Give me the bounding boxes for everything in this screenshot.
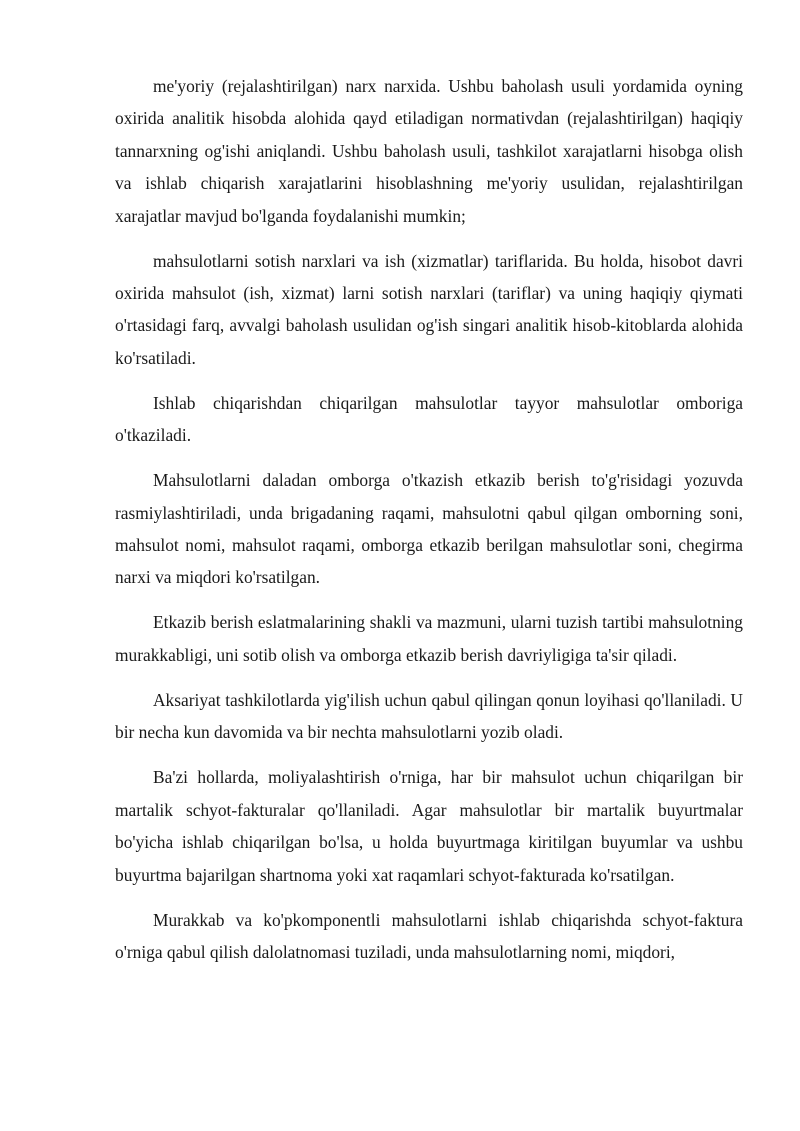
- paragraph-3: Ishlab chiqarishdan chiqarilgan mahsulotlar tayyor mahsulotlar omboriga o'tkaziladi.: [115, 392, 743, 446]
- paragraph-4: Mahsulotlarni daladan omborga o'tkazish etkazib berish to'g'risidagi yozuvda rasmiylashtiriladi, unda brigadaning raqami, mahsulotni qabul qilgan omborning soni, mahsulot nomi, mahsulot raqami, omborga etkazib berilgan mahsulotlar soni, chegirma narxi va miqdori ko'rsatilgan.: [115, 470, 743, 588]
- document-page: [115, 70, 743, 981]
- paragraph-1: me'yoriy (rejalashtirilgan) narx narxida. Ushbu baholash usuli yordamida oyning oxirida analitik hisobda alohida qayd etiladigan normativdan (rejalashtirilgan) haqiqiy tannarxning og'ishi aniqlandi. Ushbu baholash usuli, tashkilot xarajatlarni hisobga olish va ishlab chiqarish xarajatlarini hisoblashning me'yoriy usulidan, rejalashtirilgan xarajatlar mavjud bo'lganda foydalanishi mumkin;: [115, 76, 743, 226]
- paragraph-8: Murakkab va ko'pkomponentli mahsulotlarni ishlab chiqarishda schyot-faktura o'rniga qabul qilish dalolatnomasi tuziladi, unda mahsulotlarning nomi, miqdori,: [115, 909, 743, 962]
- paragraph-6: Aksariyat tashkilotlarda yig'ilish uchun qabul qilingan qonun loyihasi qo'llaniladi. U bir necha kun davomida va bir nechta mahsulotlarni yozib oladi.: [115, 689, 743, 743]
- paragraph-2: mahsulotlarni sotish narxlari va ish (xizmatlar) tariflarida. Bu holda, hisobot davri oxirida mahsulot (ish, xizmat) larni sotish narxlari (tariflar) va uning haqiqiy qiymati o'rtasidagi farq, avvalgi baholash usulidan og'ish singari analitik hisob-kitoblarda alohida ko'rsatiladi.: [115, 250, 743, 368]
- paragraph-7: Ba'zi hollarda, moliyalashtirish o'rniga, har bir mahsulot uchun chiqarilgan bir martalik schyot-fakturalar qo'llaniladi. Agar mahsulotlar bir martalik buyurtmalar bo'yicha ishlab chiqarilgan bo'lsa, u holda buyurtmaga kiritilgan buyumlar va ushbu buyurtma bajarilgan shartnoma yoki xat raqamlari schyot-fakturada ko'rsatilgan.: [115, 767, 743, 885]
- paragraph-5: Etkazib berish eslatmalarining shakli va mazmuni, ularni tuzish tartibi mahsulotning murakkabligi, uni sotib olish va omborga etkazib berish davriyligiga ta'sir qiladi.: [115, 612, 743, 665]
